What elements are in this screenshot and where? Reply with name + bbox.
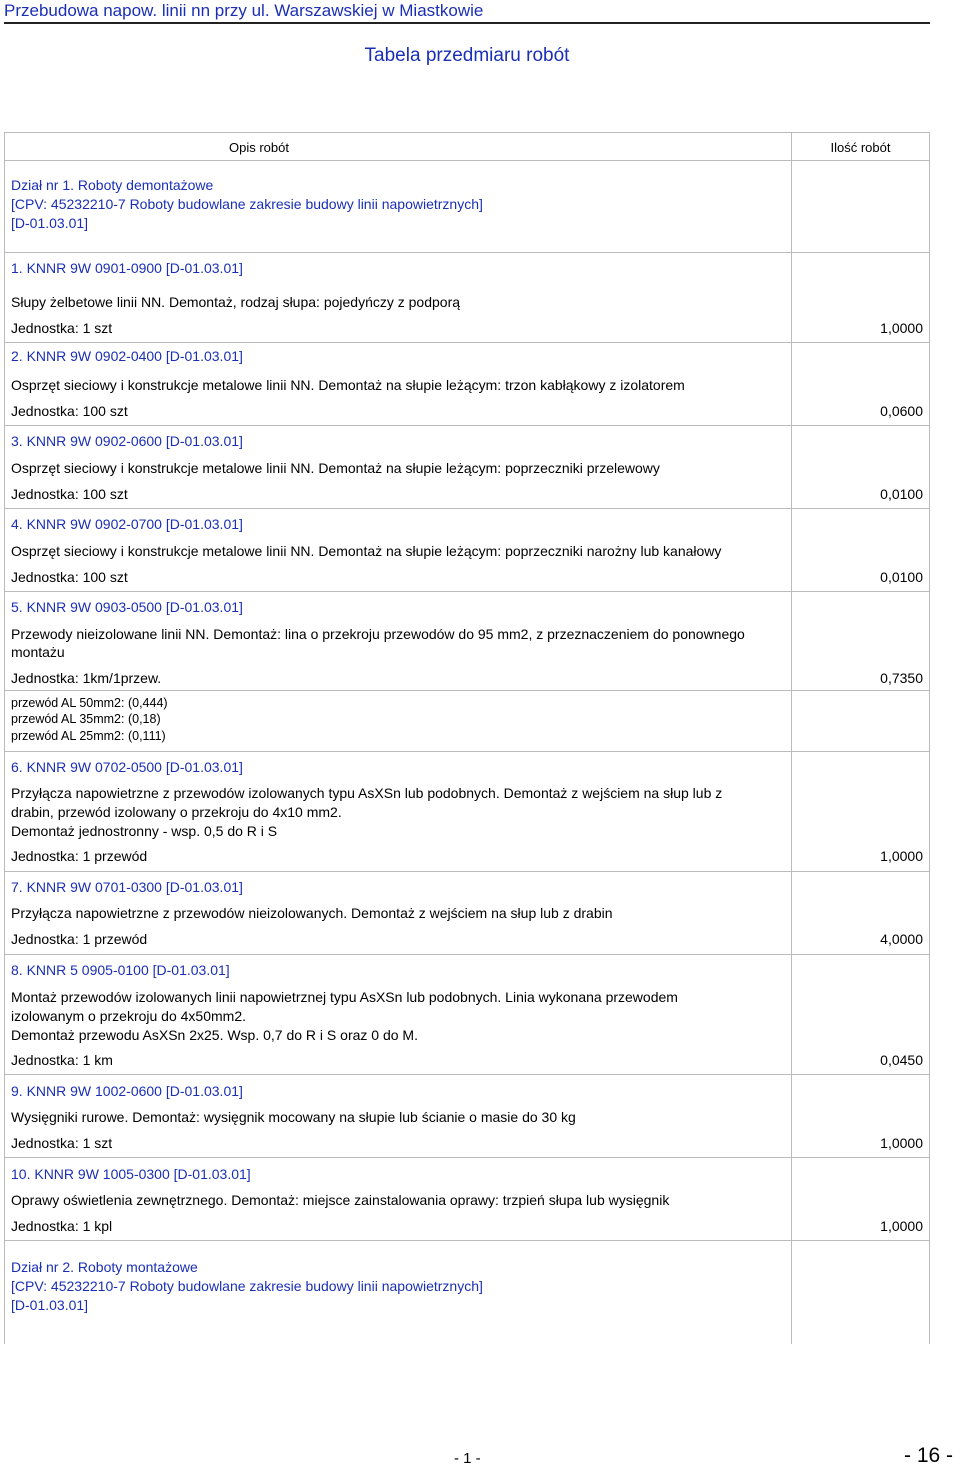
item-unit: Jednostka: 100 szt bbox=[11, 403, 128, 419]
item-unit: Jednostka: 1 przewód bbox=[11, 931, 148, 947]
item-quantity: 1,0000 bbox=[880, 1135, 923, 1151]
item-quantity: 0,0100 bbox=[880, 486, 923, 502]
row-divider bbox=[5, 508, 929, 509]
column-divider bbox=[791, 132, 792, 1344]
item-description: Montaż przewodów izolowanych linii napowietrznej typu AsXSn lub podobnych. Linia wykonana przewodem bbox=[11, 989, 678, 1005]
section-spec: [D-01.03.01] bbox=[11, 1297, 89, 1313]
item-code: 3. KNNR 9W 0902-0600 [D-01.03.01] bbox=[11, 433, 243, 449]
item-description: Słupy żelbetowe linii NN. Demontaż, rodzaj słupa: pojedyńczy z podporą bbox=[11, 294, 461, 310]
item-code: 9. KNNR 9W 1002-0600 [D-01.03.01] bbox=[11, 1083, 243, 1099]
item-unit: Jednostka: 1 szt bbox=[11, 320, 113, 336]
row-divider bbox=[5, 1157, 929, 1158]
row-divider bbox=[5, 425, 929, 426]
item-quantity: 1,0000 bbox=[880, 1218, 923, 1234]
row-divider bbox=[5, 690, 929, 691]
item-quantity: 0,0600 bbox=[880, 403, 923, 419]
item-description: Osprzęt sieciowy i konstrukcje metalowe linii NN. Demontaż na słupie leżącym: poprzeczniki narożny lub kanałowy bbox=[11, 543, 722, 559]
item-unit: Jednostka: 1 szt bbox=[11, 1135, 113, 1151]
item-unit: Jednostka: 1km/1przew. bbox=[11, 670, 162, 686]
table-header-row bbox=[5, 132, 929, 161]
item-description: Przyłącza napowietrzne z przewodów nieizolowanych. Demontaż z wejściem na słup lub z drabin bbox=[11, 905, 613, 921]
item-note: przewód AL 25mm2: (0,111) bbox=[11, 729, 166, 743]
item-code: 2. KNNR 9W 0902-0400 [D-01.03.01] bbox=[11, 348, 243, 364]
page-number-local: - 1 - bbox=[454, 1450, 481, 1467]
row-divider bbox=[5, 1074, 929, 1075]
item-description: Przewody nieizolowane linii NN. Demontaż: lina o przekroju przewodów do 95 mm2, z przeznaczeniem do ponownego bbox=[11, 626, 745, 642]
item-code: 5. KNNR 9W 0903-0500 [D-01.03.01] bbox=[11, 599, 243, 615]
item-code: 8. KNNR 5 0905-0100 [D-01.03.01] bbox=[11, 962, 230, 978]
item-description: Osprzęt sieciowy i konstrukcje metalowe linii NN. Demontaż na słupie leżącym: trzon kabłąkowy z izolatorem bbox=[11, 377, 685, 393]
column-header-ilosc: Ilość robót bbox=[830, 140, 891, 155]
item-description: izolowanym o przekroju do 4x50mm2. bbox=[11, 1008, 246, 1024]
item-unit: Jednostka: 100 szt bbox=[11, 569, 128, 585]
item-description: drabin, przewód izolowany o przekroju do 4x10 mm2. bbox=[11, 804, 342, 820]
item-description: Demontaż przewodu AsXSn 2x25. Wsp. 0,7 do R i S oraz 0 do M. bbox=[11, 1027, 418, 1043]
item-unit: Jednostka: 1 km bbox=[11, 1052, 113, 1068]
item-quantity: 0,0450 bbox=[880, 1052, 923, 1068]
row-divider bbox=[5, 871, 929, 872]
row-divider bbox=[5, 342, 929, 343]
item-code: 1. KNNR 9W 0901-0900 [D-01.03.01] bbox=[11, 260, 243, 276]
page-number-total: - 16 - bbox=[904, 1444, 954, 1467]
item-description: Oprawy oświetlenia zewnętrznego. Demontaż: miejsce zainstalowania oprawy: trzpień słupa lub wysięgnik bbox=[11, 1192, 670, 1208]
row-divider bbox=[5, 954, 929, 955]
document-header bbox=[4, 0, 930, 24]
column-header-opis: Opis robót bbox=[229, 140, 289, 155]
item-quantity: 4,0000 bbox=[880, 931, 923, 947]
item-description: Demontaż jednostronny - wsp. 0,5 do R i S bbox=[11, 823, 278, 839]
section-title: Dział nr 1. Roboty demontażowe bbox=[11, 177, 214, 193]
item-unit: Jednostka: 1 przewód bbox=[11, 848, 148, 864]
section-title: Dział nr 2. Roboty montażowe bbox=[11, 1259, 198, 1275]
section-spec: [D-01.03.01] bbox=[11, 215, 89, 231]
item-unit: Jednostka: 100 szt bbox=[11, 486, 128, 502]
row-divider bbox=[5, 591, 929, 592]
bill-of-quantities-table bbox=[4, 132, 930, 1344]
item-quantity: 1,0000 bbox=[880, 848, 923, 864]
section-cpv: [CPV: 45232210-7 Roboty budowlane zakresie budowy linii napowietrznych] bbox=[11, 1278, 483, 1294]
item-code: 7. KNNR 9W 0701-0300 [D-01.03.01] bbox=[11, 879, 243, 895]
item-unit: Jednostka: 1 kpl bbox=[11, 1218, 113, 1234]
item-note: przewód AL 50mm2: (0,444) bbox=[11, 696, 168, 710]
item-quantity: 0,7350 bbox=[880, 670, 923, 686]
row-divider bbox=[5, 751, 929, 752]
item-quantity: 0,0100 bbox=[880, 569, 923, 585]
row-divider bbox=[5, 1240, 929, 1241]
section-cpv: [CPV: 45232210-7 Roboty budowlane zakresie budowy linii napowietrznych] bbox=[11, 196, 483, 212]
item-description: montażu bbox=[11, 644, 65, 660]
item-description: Osprzęt sieciowy i konstrukcje metalowe linii NN. Demontaż na słupie leżącym: poprzeczniki przelewowy bbox=[11, 460, 660, 476]
item-description: Przyłącza napowietrzne z przewodów izolowanych typu AsXSn lub podobnych. Demontaż z wejściem na słup lub z bbox=[11, 785, 723, 801]
page-title: Tabela przedmiaru robót bbox=[364, 45, 570, 66]
item-quantity: 1,0000 bbox=[880, 320, 923, 336]
item-code: 6. KNNR 9W 0702-0500 [D-01.03.01] bbox=[11, 759, 243, 775]
item-code: 4. KNNR 9W 0902-0700 [D-01.03.01] bbox=[11, 516, 243, 532]
project-title: Przebudowa napow. linii nn przy ul. Warszawskiej w Miastkowie bbox=[4, 1, 484, 20]
item-note: przewód AL 35mm2: (0,18) bbox=[11, 712, 161, 726]
item-description: Wysięgniki rurowe. Demontaż: wysięgnik mocowany na słupie lub ścianie o masie do 30 kg bbox=[11, 1109, 576, 1125]
row-divider bbox=[5, 252, 929, 253]
item-code: 10. KNNR 9W 1005-0300 [D-01.03.01] bbox=[11, 1166, 251, 1182]
